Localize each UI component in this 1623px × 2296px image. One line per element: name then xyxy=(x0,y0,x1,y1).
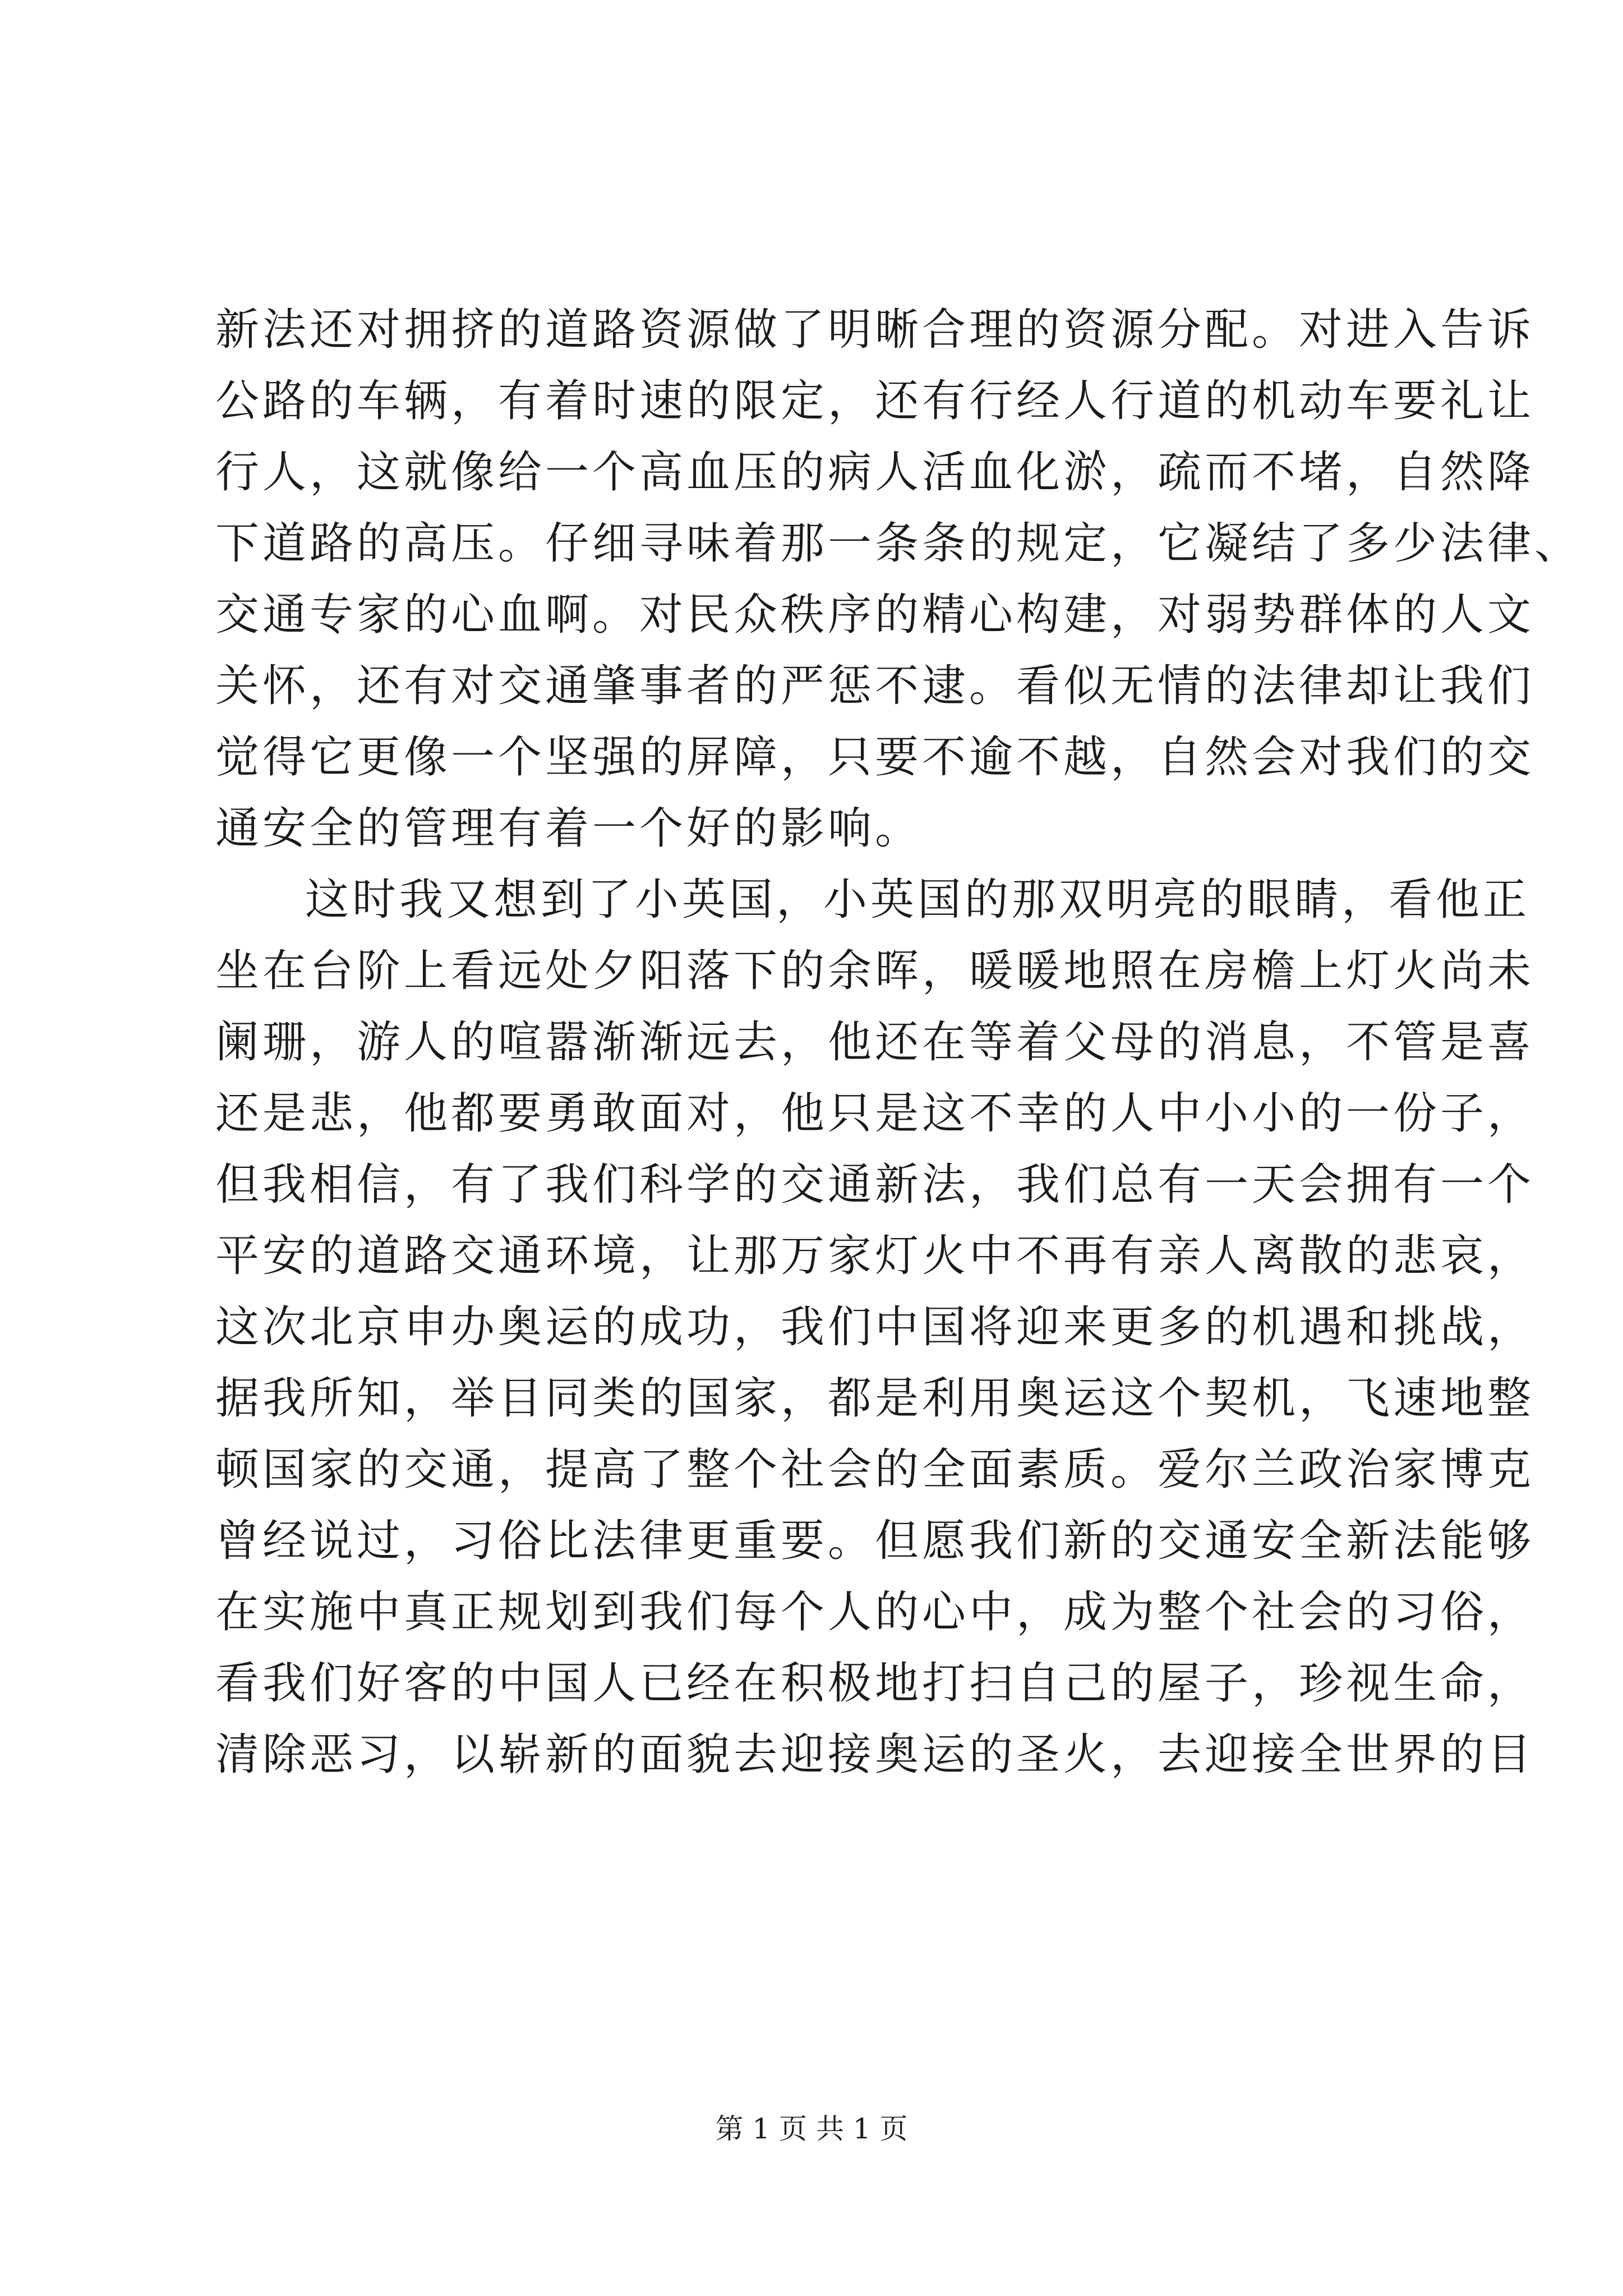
text-line: 这时我又想到了小英国，小英国的那双明亮的眼睛，看他正 xyxy=(305,875,1530,925)
text-line: 阑珊，游人的喧嚣渐渐远去，他还在等着父母的消息，不管是喜 xyxy=(215,1017,1535,1068)
text-line: 下道路的高压。仔细寻味着那一条条的规定，它凝结了多少法律、 xyxy=(215,518,1582,569)
text-line: 还是悲，他都要勇敢面对，他只是这不幸的人中小小的一份子， xyxy=(215,1088,1535,1139)
text-line: 通安全的管理有着一个好的影响。 xyxy=(215,803,923,854)
page-number-footer: 第 1 页 共 1 页 xyxy=(715,2113,908,2145)
text-line: 新法还对拥挤的道路资源做了明晰合理的资源分配。对进入告诉 xyxy=(215,305,1535,355)
text-line: 但我相信，有了我们科学的交通新法，我们总有一天会拥有一个 xyxy=(215,1159,1535,1210)
text-line: 坐在台阶上看远处夕阳落下的余晖，暖暖地照在房檐上灯火尚未 xyxy=(215,946,1535,996)
text-line: 公路的车辆，有着时速的限定，还有行经人行道的机动车要礼让 xyxy=(215,376,1535,426)
paragraph-1 xyxy=(215,295,1582,864)
text-line: 关怀，还有对交通肇事者的严惩不逮。看似无情的法律却让我们 xyxy=(215,661,1535,711)
text-line: 据我所知，举目同类的国家，都是利用奥运这个契机，飞速地整 xyxy=(215,1373,1535,1424)
text-line: 曾经说过，习俗比法律更重要。但愿我们新的交通安全新法能够 xyxy=(215,1516,1535,1566)
text-line: 顿国家的交通，提高了整个社会的全面素质。爱尔兰政治家博克 xyxy=(215,1444,1535,1495)
paragraph-2 xyxy=(215,864,1535,1791)
text-line: 在实施中真正规划到我们每个人的心中，成为整个社会的习俗， xyxy=(215,1587,1535,1637)
text-line: 看我们好客的中国人已经在积极地打扫自己的屋子，珍视生命， xyxy=(215,1658,1535,1709)
document-body xyxy=(215,295,1582,1791)
text-line: 清除恶习，以崭新的面貌去迎接奥运的圣火，去迎接全世界的目 xyxy=(215,1729,1535,1780)
text-line: 这次北京申办奥运的成功，我们中国将迎来更多的机遇和挑战， xyxy=(215,1302,1535,1352)
text-line: 交通专家的心血啊。对民众秩序的精心构建，对弱势群体的人文 xyxy=(215,590,1535,640)
text-line: 行人，这就像给一个高血压的病人活血化淤，疏而不堵，自然降 xyxy=(215,447,1535,498)
text-line: 平安的道路交通环境，让那万家灯火中不再有亲人离散的悲哀， xyxy=(215,1231,1535,1281)
text-line: 觉得它更像一个坚强的屏障，只要不逾不越，自然会对我们的交 xyxy=(215,732,1535,783)
